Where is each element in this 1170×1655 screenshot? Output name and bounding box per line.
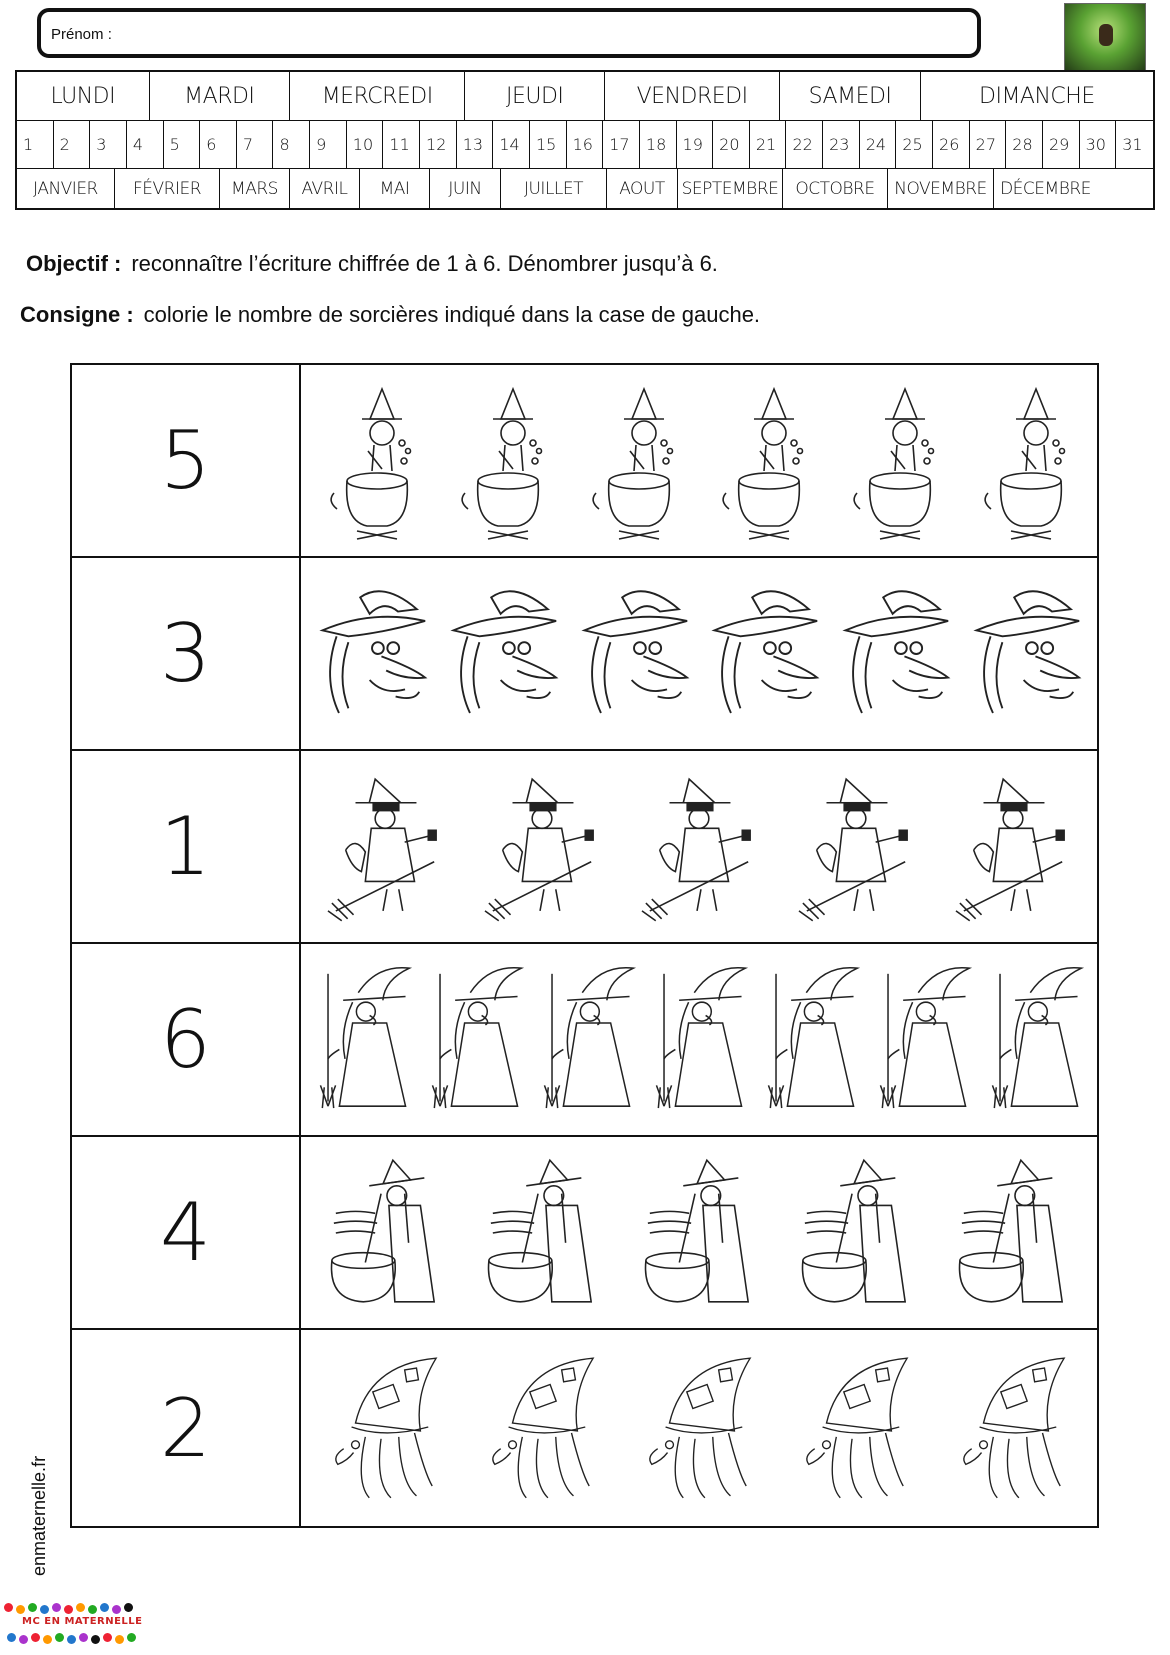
witch-standing-icon[interactable] bbox=[311, 960, 415, 1120]
calendar-number[interactable]: 23 bbox=[823, 121, 860, 168]
handprint-icon bbox=[55, 1633, 64, 1642]
handprint-icon bbox=[4, 1603, 13, 1612]
calendar-number[interactable]: 8 bbox=[273, 121, 310, 168]
objectif-text: reconnaître l’écriture chiffrée de 1 à 6. Dénombrer jusqu’à 6. bbox=[131, 251, 718, 276]
calendar-day[interactable]: MERCREDI bbox=[290, 72, 465, 120]
witch-standing-icon[interactable] bbox=[535, 960, 639, 1120]
exercise-row bbox=[72, 944, 1097, 1137]
calendar-month[interactable]: JUIN bbox=[430, 169, 501, 208]
calendar-number[interactable]: 7 bbox=[237, 121, 274, 168]
witch-broom-icon[interactable] bbox=[326, 767, 444, 927]
cauldron-logo-icon bbox=[1064, 3, 1146, 71]
witch-pictures bbox=[301, 751, 1097, 942]
witch-standing-icon[interactable] bbox=[647, 960, 751, 1120]
witch-stirring-icon[interactable] bbox=[954, 1153, 1072, 1313]
witch-cauldron-icon[interactable] bbox=[705, 381, 823, 541]
calendar-day[interactable]: SAMEDI bbox=[780, 72, 921, 120]
calendar-day[interactable]: JEUDI bbox=[465, 72, 605, 120]
name-field[interactable] bbox=[37, 8, 981, 58]
handprint-icon bbox=[43, 1635, 52, 1644]
handprint-icon bbox=[40, 1605, 49, 1614]
calendar-month[interactable]: AVRIL bbox=[290, 169, 360, 208]
target-number: 5 bbox=[72, 365, 301, 556]
handprint-icon bbox=[52, 1603, 61, 1612]
exercise-row bbox=[72, 1330, 1097, 1526]
calendar-number[interactable]: 3 bbox=[90, 121, 127, 168]
date-calendar bbox=[15, 70, 1155, 210]
calendar-month[interactable]: DÉCEMBRE bbox=[1000, 178, 1091, 199]
target-number: 1 bbox=[72, 751, 301, 942]
exercise-row bbox=[72, 365, 1097, 558]
target-number: 4 bbox=[72, 1137, 301, 1328]
handprint-icon bbox=[91, 1635, 100, 1644]
exercise-row bbox=[72, 1137, 1097, 1330]
calendar-numbers-row bbox=[17, 121, 1153, 169]
witch-pictures bbox=[301, 1330, 1097, 1526]
handprint-icon bbox=[100, 1603, 109, 1612]
witch-broom-icon[interactable] bbox=[797, 767, 915, 927]
brand-text: MC EN MATERNELLE bbox=[22, 1616, 143, 1627]
calendar-number[interactable]: 13 bbox=[457, 121, 494, 168]
calendar-number[interactable]: 25 bbox=[896, 121, 933, 168]
witch-stirring-icon[interactable] bbox=[326, 1153, 444, 1313]
witch-broom-icon[interactable] bbox=[640, 767, 758, 927]
handprint-icon bbox=[64, 1605, 73, 1614]
handprint-icon bbox=[88, 1605, 97, 1614]
witch-cauldron-icon[interactable] bbox=[836, 381, 954, 541]
witch-pictures bbox=[301, 1137, 1097, 1328]
witch-standing-icon[interactable] bbox=[423, 960, 527, 1120]
witch-head-icon[interactable] bbox=[313, 574, 431, 734]
witch-head-icon[interactable] bbox=[444, 574, 562, 734]
handprint-icon bbox=[31, 1633, 40, 1642]
calendar-number[interactable]: 6 bbox=[200, 121, 237, 168]
calendar-number[interactable]: 26 bbox=[933, 121, 970, 168]
target-number: 6 bbox=[72, 944, 301, 1135]
witch-cauldron-icon[interactable] bbox=[313, 381, 431, 541]
exercise-row bbox=[72, 558, 1097, 751]
handprint-icon bbox=[115, 1635, 124, 1644]
handprint-icon bbox=[79, 1633, 88, 1642]
calendar-month[interactable]: SEPTEMBRE bbox=[678, 169, 783, 208]
witch-cauldron-icon[interactable] bbox=[967, 381, 1085, 541]
witch-head-icon[interactable] bbox=[575, 574, 693, 734]
handprint-icon bbox=[127, 1633, 136, 1642]
witch-patched-hat-icon[interactable] bbox=[640, 1348, 758, 1508]
handprint-icon bbox=[76, 1603, 85, 1612]
calendar-number[interactable]: 21 bbox=[750, 121, 787, 168]
calendar-month[interactable]: MARS bbox=[220, 169, 290, 208]
handprint-icon bbox=[16, 1605, 25, 1614]
calendar-day[interactable]: DIMANCHE bbox=[979, 83, 1095, 109]
calendar-number[interactable]: 17 bbox=[603, 121, 640, 168]
calendar-month[interactable]: OCTOBRE bbox=[783, 169, 888, 208]
calendar-month[interactable]: JUILLET bbox=[501, 169, 607, 208]
witch-patched-hat-icon[interactable] bbox=[954, 1348, 1072, 1508]
calendar-number[interactable]: 30 bbox=[1080, 121, 1117, 168]
witch-cauldron-icon[interactable] bbox=[575, 381, 693, 541]
witch-cauldron-icon[interactable] bbox=[444, 381, 562, 541]
witch-patched-hat-icon[interactable] bbox=[326, 1348, 444, 1508]
witch-pictures bbox=[301, 365, 1097, 556]
calendar-day[interactable]: VENDREDI bbox=[605, 72, 780, 120]
calendar-days-row bbox=[17, 72, 1153, 121]
witch-stirring-icon[interactable] bbox=[483, 1153, 601, 1313]
consigne bbox=[20, 302, 760, 328]
calendar-number[interactable]: 29 bbox=[1043, 121, 1080, 168]
calendar-number[interactable]: 1 bbox=[17, 121, 54, 168]
calendar-number[interactable]: 11 bbox=[383, 121, 420, 168]
calendar-number[interactable]: 31 bbox=[1122, 135, 1143, 154]
calendar-month[interactable]: JANVIER bbox=[17, 169, 115, 208]
target-number: 2 bbox=[72, 1330, 301, 1526]
calendar-number[interactable]: 19 bbox=[677, 121, 714, 168]
calendar-number[interactable]: 24 bbox=[860, 121, 897, 168]
calendar-number[interactable]: 22 bbox=[786, 121, 823, 168]
calendar-number[interactable]: 10 bbox=[347, 121, 384, 168]
witch-broom-icon[interactable] bbox=[483, 767, 601, 927]
calendar-month[interactable]: AOUT bbox=[607, 169, 678, 208]
calendar-number[interactable]: 2 bbox=[54, 121, 91, 168]
witch-patched-hat-icon[interactable] bbox=[797, 1348, 915, 1508]
calendar-day[interactable]: MARDI bbox=[150, 72, 291, 120]
calendar-number[interactable]: 20 bbox=[713, 121, 750, 168]
handprint-icon bbox=[67, 1635, 76, 1644]
target-number: 3 bbox=[72, 558, 301, 749]
name-label: Prénom : bbox=[51, 26, 112, 43]
calendar-number[interactable]: 12 bbox=[420, 121, 457, 168]
witch-head-icon[interactable] bbox=[836, 574, 954, 734]
witch-stirring-icon[interactable] bbox=[640, 1153, 758, 1313]
handprint-icon bbox=[124, 1603, 133, 1612]
consigne-text: colorie le nombre de sorcières indiqué dans la case de gauche. bbox=[143, 302, 761, 327]
site-credit: enmaternelle.fr bbox=[29, 1455, 49, 1576]
brand-logo bbox=[4, 1603, 144, 1651]
calendar-month[interactable]: FÉVRIER bbox=[115, 169, 220, 208]
calendar-number[interactable]: 16 bbox=[567, 121, 604, 168]
calendar-number[interactable]: 27 bbox=[970, 121, 1007, 168]
consigne-label: Consigne : bbox=[20, 302, 134, 327]
calendar-month[interactable]: NOVEMBRE bbox=[888, 169, 994, 208]
witch-stirring-icon[interactable] bbox=[797, 1153, 915, 1313]
witch-patched-hat-icon[interactable] bbox=[483, 1348, 601, 1508]
calendar-month[interactable]: MAI bbox=[360, 169, 430, 208]
calendar-number[interactable]: 18 bbox=[640, 121, 677, 168]
calendar-number[interactable]: 4 bbox=[127, 121, 164, 168]
handprint-icon bbox=[19, 1635, 28, 1644]
witch-pictures bbox=[301, 944, 1097, 1135]
calendar-number[interactable]: 15 bbox=[530, 121, 567, 168]
witch-head-icon[interactable] bbox=[967, 574, 1085, 734]
witch-broom-icon[interactable] bbox=[954, 767, 1072, 927]
objectif-label: Objectif : bbox=[26, 251, 122, 276]
calendar-number[interactable]: 14 bbox=[493, 121, 530, 168]
handprint-icon bbox=[7, 1633, 16, 1642]
exercise-row bbox=[72, 751, 1097, 944]
witch-standing-icon[interactable] bbox=[871, 960, 975, 1120]
calendar-number[interactable]: 9 bbox=[310, 121, 347, 168]
exercise-grid bbox=[70, 363, 1099, 1528]
calendar-number[interactable]: 28 bbox=[1006, 121, 1043, 168]
witch-standing-icon[interactable] bbox=[759, 960, 863, 1120]
calendar-number[interactable]: 5 bbox=[164, 121, 201, 168]
witch-standing-icon[interactable] bbox=[983, 960, 1087, 1120]
witch-pictures bbox=[301, 558, 1097, 749]
handprint-icon bbox=[28, 1603, 37, 1612]
handprint-icon bbox=[103, 1633, 112, 1642]
calendar-day[interactable]: LUNDI bbox=[17, 72, 150, 120]
handprint-icon bbox=[112, 1605, 121, 1614]
calendar-months-row bbox=[17, 169, 1153, 208]
witch-head-icon[interactable] bbox=[705, 574, 823, 734]
objectif bbox=[26, 251, 718, 277]
